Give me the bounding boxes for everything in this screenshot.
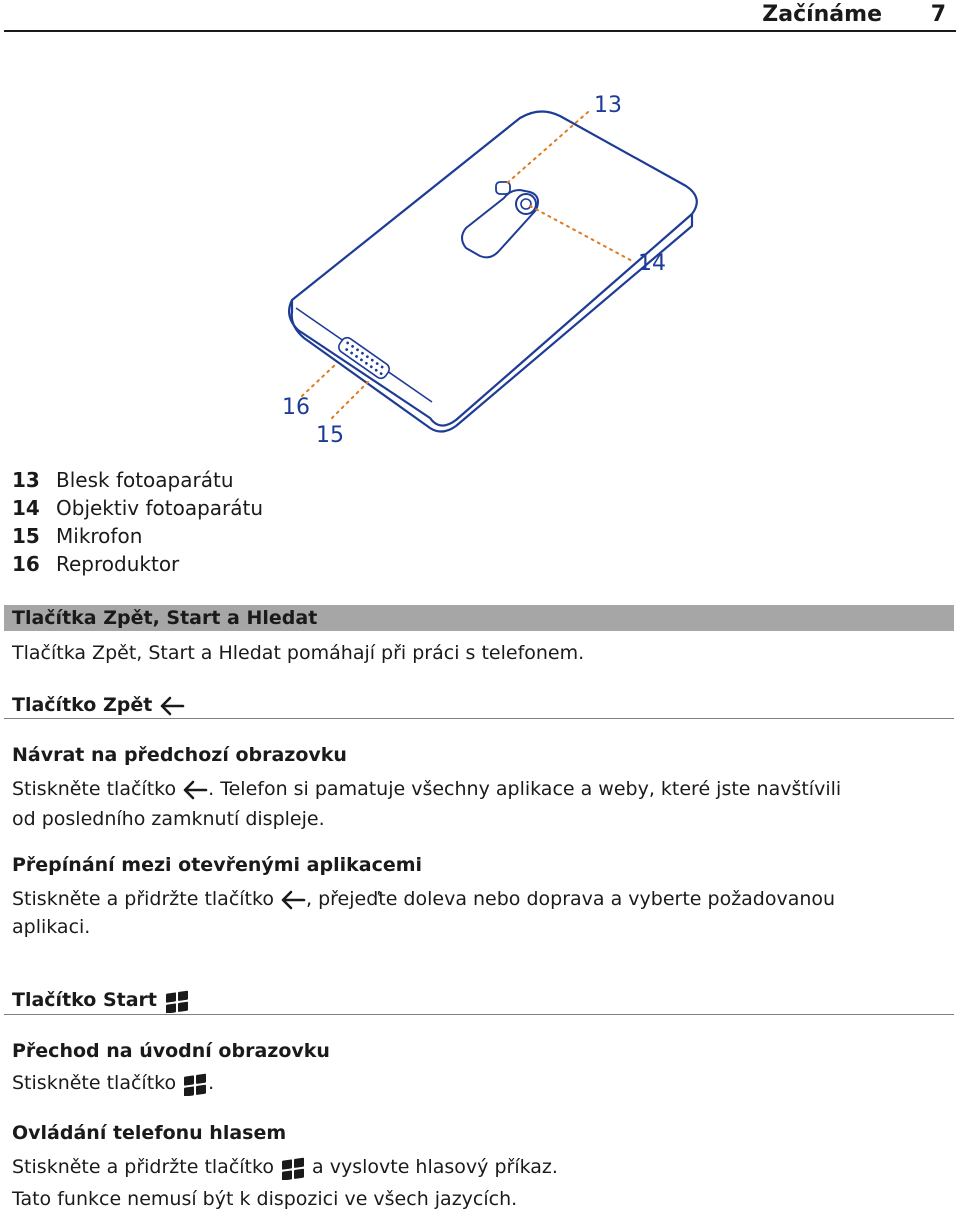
phone-outline — [289, 111, 697, 425]
windows-logo-icon — [280, 1156, 306, 1180]
back-sub1-heading: Návrat na předchozí obrazovku — [12, 744, 347, 766]
phone-back-illustration — [0, 36, 960, 456]
legend-item: 16 Reproduktor — [12, 552, 180, 576]
page-header — [4, 0, 956, 32]
windows-logo-icon — [182, 1072, 208, 1096]
start-sub1-text: Stiskněte tlačítko . — [12, 1068, 214, 1098]
page-number: 7 — [930, 2, 946, 27]
callout-line-14 — [530, 206, 634, 262]
start-button-heading: Tlačítko Start — [12, 987, 190, 1013]
start-sub2-text-line2: Tato funkce nemusí být k dispozici ve všech jazycích. — [12, 1188, 518, 1210]
start-sub2-text: Stiskněte a přidržte tlačítko a vyslovte hlasový příkaz. — [12, 1152, 558, 1182]
back-arrow-icon — [182, 780, 208, 800]
back-button-heading: Tlačítko Zpět — [12, 692, 185, 718]
header-section-title: Začínáme — [762, 2, 882, 27]
windows-logo-icon — [164, 989, 190, 1013]
camera-flash — [496, 182, 510, 194]
callout-13: 13 — [594, 93, 622, 118]
callout-14: 14 — [638, 251, 666, 276]
callout-line-16 — [302, 364, 336, 396]
callout-line-13 — [506, 112, 588, 184]
callout-16: 16 — [282, 395, 310, 420]
legend-item: 14 Objektiv fotoaparátu — [12, 496, 264, 520]
start-sub1-heading: Přechod na úvodní obrazovku — [12, 1040, 330, 1062]
legend-item: 15 Mikrofon — [12, 524, 143, 548]
start-sub2-heading: Ovládání telefonu hlasem — [12, 1122, 287, 1144]
section-intro: Tlačítka Zpět, Start a Hledat pomáhají při práci s telefonem. — [12, 642, 585, 664]
back-arrow-icon — [159, 696, 185, 716]
back-sub2-text: Stiskněte a přidržte tlačítko , přejeďte doleva nebo doprava a vyberte požadovanou — [12, 888, 836, 910]
camera-lens — [516, 194, 536, 214]
callout-15: 15 — [316, 423, 344, 448]
divider — [4, 1014, 954, 1015]
divider — [4, 718, 954, 719]
camera-module — [462, 190, 538, 257]
callout-line-15 — [332, 382, 368, 418]
back-arrow-icon — [280, 890, 306, 910]
back-sub2-text-line2: aplikaci. — [12, 916, 91, 938]
back-sub2-heading: Přepínání mezi otevřenými aplikacemi — [12, 854, 423, 876]
back-sub1-text-line2: od posledního zamknutí displeje. — [12, 808, 325, 830]
section-title-bar: Tlačítka Zpět, Start a Hledat — [4, 605, 954, 631]
legend-item: 13 Blesk fotoaparátu — [12, 468, 234, 492]
back-sub1-text: Stiskněte tlačítko . Telefon si pamatuje všechny aplikace a weby, které jste navštívili — [12, 778, 842, 800]
figure-legend — [12, 466, 263, 578]
phone-diagram — [0, 36, 960, 456]
